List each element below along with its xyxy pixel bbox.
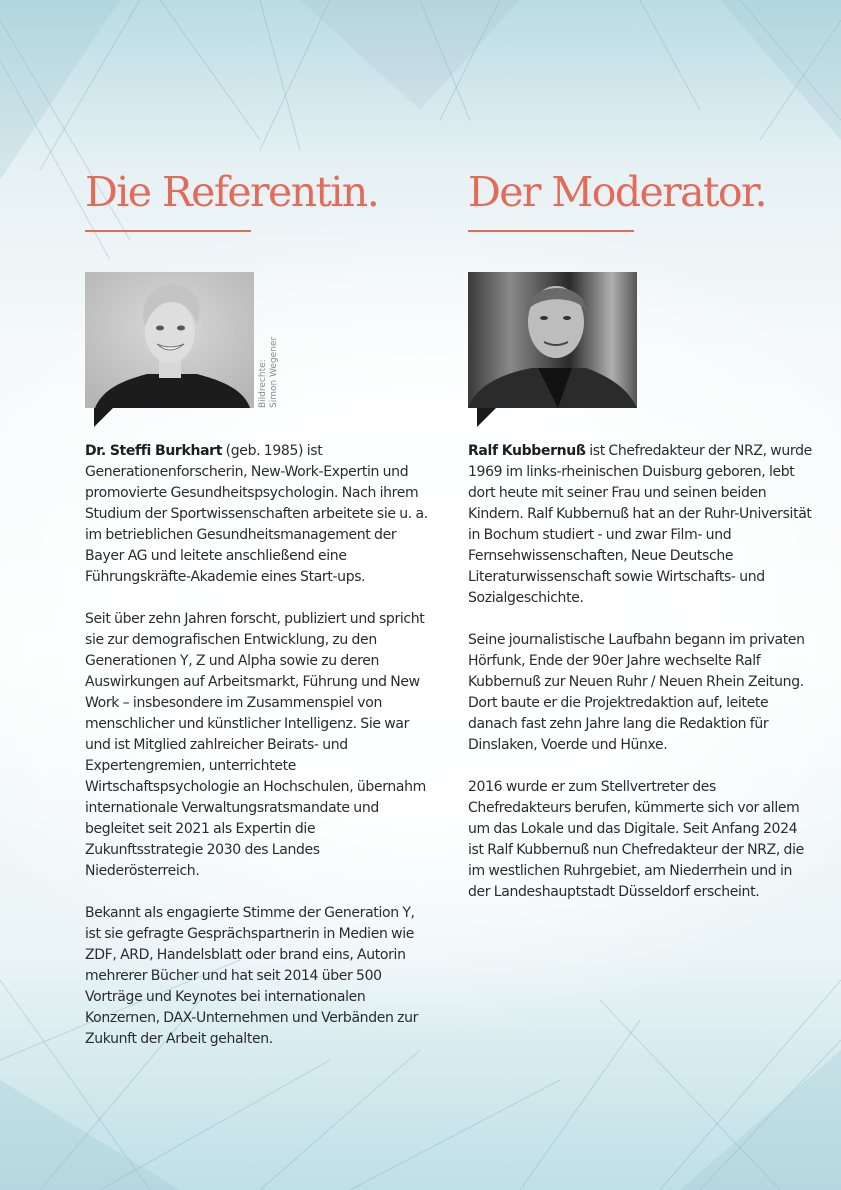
speaker-heading: Die Referentin. (85, 168, 379, 216)
moderator-bio (468, 441, 813, 924)
speaker-bio (85, 441, 430, 1071)
moderator-name: Ralf Kubbernuß (468, 443, 586, 459)
photo-credit: Bildrechte: Simon Wegener (258, 336, 279, 408)
speaker-photo (85, 272, 254, 408)
speaker-photo-frame (85, 272, 279, 428)
bio-paragraph: Bekannt als engagierte Stimme der Generation Y, ist sie gefragte Gesprächspartnerin in Medien wie ZDF, ARD, Handelsblatt oder brand eins, Autorin mehrerer Bücher und hat seit 2014 über 500 Vorträge und Keynotes bei internationalen Konzernen, DAX-Unternehmen und Verbänden zur Zukunft der Arbeit gehalten. (85, 905, 419, 1047)
heading-underline (468, 230, 634, 232)
speaker-name: Dr. Steffi Burkhart (85, 443, 223, 459)
bio-paragraph: 2016 wurde er zum Stellvertreter des Chefredakteurs berufen, kümmerte sich vor allem um das Lokale und das Digitale. Seit Anfang 2024 ist Ralf Kubbernuß nun Chefredakteur der NRZ, die im westlichen Ruhrgebiet, am Niederrhein und in der Landeshauptstadt Düsseldorf erscheint. (468, 779, 804, 900)
moderator-heading: Der Moderator. (468, 168, 766, 216)
moderator-photo-frame (468, 272, 637, 428)
bio-paragraph: Seit über zehn Jahren forscht, publiziert und spricht sie zur demografischen Entwicklung, zu den Generationen Y, Z und Alpha sowie zu deren Auswirkungen auf Arbeitsmarkt, Führung und New Work – insbesondere im Zusammenspiel von menschlicher und künstlicher Intelligenz. Sie war und ist Mitglied zahlreicher Beirats- und Expertengremien, unterrichtete Wirtschaftspsychologie an Hochschulen, übernahm internationale Verwaltungsratsmandate und begleitet seit 2021 als Expertin die Zukunftsstrategie 2030 des Landes Niederösterreich. (85, 611, 426, 879)
bio-paragraph: Dr. Steffi Burkhart (geb. 1985) ist Generationenforscherin, New-Work-Expertin und promovierte Gesundheitspsychologin. Nach ihrem Studium der Sportwissenschaften arbeitete sie u. a. im betrieblichen Gesundheitsmanagement der Bayer AG und leitete anschließend eine Führungskräfte-Akademie eines Start-ups. (85, 443, 428, 585)
bio-paragraph: Seine journalistische Laufbahn begann im privaten Hörfunk, Ende der 90er Jahre wechselte Ralf Kubbernuß zur Neuen Ruhr / Neuen Rhein Zeitung. Dort baute er die Projektredaktion auf, leitete danach fast zehn Jahre lang die Redaktion für Dinslaken, Voerde und Hünxe. (468, 632, 805, 753)
speech-pointer-icon (94, 408, 113, 427)
bio-paragraph: Ralf Kubbernuß ist Chefredakteur der NRZ, wurde 1969 im links-rheinischen Duisburg geboren, lebt dort heute mit seiner Frau und seinen beiden Kindern. Ralf Kubbernuß hat an der Ruhr-Universität in Bochum studiert - und zwar Film- und Fernsehwissenschaften, Neue Deutsche Literaturwissenschaft sowie Wirtschafts- und Sozialgeschichte. (468, 443, 812, 606)
moderator-photo (468, 272, 637, 408)
heading-underline (85, 230, 251, 232)
speech-pointer-icon (477, 408, 496, 427)
